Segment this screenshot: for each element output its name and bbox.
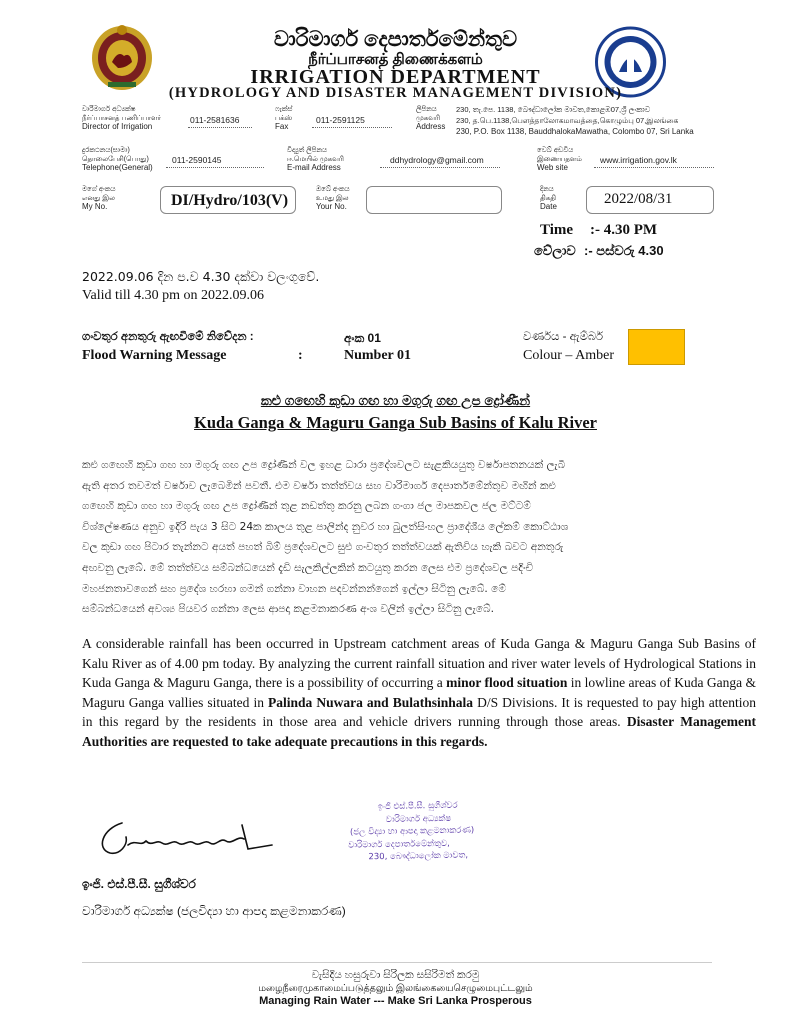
time-value-si: :- පස්වරු 4.30 [584,243,664,258]
fax-value: 011-2591125 [316,115,365,125]
time-label-si: වේලාව [534,243,576,258]
telephone-value: 011-2590145 [172,155,222,165]
your-no-label: ඔබේ අංකය உமது இல Your No. [316,186,350,211]
your-no-box [366,186,502,214]
address-value: 230, තැ.පෙ. 1138, බෞද්ධාලෝක මාවත,කොළඹ07,ශ්‍රී ලංකාව 230, த.பெ.1138,பௌத்தாலோகமாவத்தை,கொழும்பு 07,இலங்கை 230, P.O. Box 1138, BauddhalokaMawatha, Colombo 07, Sri Lanka [456,105,694,136]
signatory-title: වාරිමාර්ග අධ්‍යක්ෂ (ජලවිද්‍යා හා ආපදා කළමනාකරණ) [82,904,346,918]
date-value: 2022/08/31 [604,191,673,207]
email-label: විද්‍යුත් ලිපිනය ஈ.மெயில் முகவரி E-mail Address [287,147,344,172]
signature-icon [92,815,277,860]
subject-si: කළු ගඟෙහි කුඩා ගඟ හා මගුරු ගඟ උප ද්‍රෝණීන් [260,393,531,408]
body-si-line: කළු ගඟෙහි කුඩා ගඟ හා මගුරු ගඟ උප ද්‍රෝණීන් වල ඉහළ ධාරා ප්‍රදේශවලට සැළකියයුතු වර්ෂාපතනයක් ලැබී [82,459,566,471]
warning-label-si: ගංවතුර අනතුරු ඇඟවීමේ නිවේදන : [82,331,254,343]
address-label: ලිපිනය முகவரி Address [416,106,446,131]
time-label-en: Time [540,222,574,238]
body-sinhala [82,455,756,620]
director-label: වාරිමාර්ග අධ්‍යක්ෂ நீர்ப்பாசனத் பணிப்பாளர் Director of Irrigation [82,106,162,131]
my-no-label: මගේ අංකය எனது இல My No. [82,186,116,211]
fax-label: ෆැක්ස් பக்ஸ் Fax [275,106,293,131]
warning-number-si: අංක 01 [344,331,381,345]
colour-label-si: වර්ණය - ඇම්බර් [523,331,604,343]
website-label: වෙබ් අඩවිය இணையதளம் Web site [537,147,582,172]
body-si-line: අඟවනු ලැබේ. මේ තත්ත්වය සම්බන්ධයෙන් දැඩි සැලකිල්ලකින් කටයුතු කරන ලෙස එම ප්‍රදේශවල පදිංචි [82,561,534,574]
footer-ta: மழைநீரைமுகாமைப்படுத்தலும் இலங்கையைசெழுமைபுட்டலும் [258,983,533,994]
validity-si: 2022.09.06 දින ප.ව 4.30 දක්වා වලංගුවේ. [82,269,320,284]
email-value[interactable]: ddhydrology@gmail.com [390,155,484,165]
body-english: A considerable rainfall has been occurred in Upstream catchment areas of Kuda Ganga & Maguru Ganga Sub Basins of Kalu River as of 4.00 pm today. By analyzing the current rainfall situation and river water levels of Hydrological Stations in Kuda Ganga & Maguru Ganga, there is a possibility of occurring a minor flood situation in lowline areas of Kuda Ganga & Maguru Ganga vallies situated in Palinda Nuwara and Bulathsinhala D/S Divisions. It is requested to pay high attention in this regard by the residents in those area and vehicle drivers running through those areas. Disaster Management Authorities are requested to take adequate precautions in this regards. [82,636,756,749]
my-no-value: DI/Hydro/103(V) [171,192,289,209]
warning-label-colon: : [298,348,303,363]
date-label: දිනය திகதி Date [540,186,557,211]
department-title-sinhala: වාරිමාර්ග දෙපාර්තමේන්තුව [273,28,518,51]
time-value-en: :- 4.30 PM [590,222,658,238]
colour-label-en: Colour – Amber [523,348,614,363]
body-si-line: සම්බන්ධයෙන් අවශ්‍ය පියවර ගන්නා ලෙස ආපදා කළමනාකරණ අංශ වලින් ඉල්ලා සිටිනු ලැබේ. [82,603,495,616]
division-title: (HYDROLOGY AND DISASTER MANAGEMENT DIVISION) [168,85,623,101]
warning-number-en: Number 01 [344,348,412,363]
body-si-line: වල කුඩා ගඟ පිටාර තැන්නට අයත් පහත් බිම් ප්‍රදේශවලට සුළු ගංවතුර තත්ත්වයක් ඇතිවිය හැකි බවට අනතුරු [82,541,564,554]
official-stamp: ඉංජි එස්.පී.සී. සුගීශ්වර වාරිමාර්ග අධ්‍යක්ෂ (ජල විද්‍යා හා ආපදා කළමනාකරණ) වාරිමාර්ග දෙපාර්තමේන්තුව, 230, බෞද්ධාලෝක මාවත, [348,800,475,863]
body-si-line: ගඟෙහි කුඩා ගඟ හා මගුරු ගඟ උප ද්‍රෝණීන් තුළ නඩත්තු කරනු ලබන ගංගා ජල මාපකවල ජල මට්ටම් [82,500,531,513]
amber-colour-swatch [628,329,685,365]
body-si-line: ඇති අතර තවමත් වර්ෂාව ලැබෙමින් පවතී. එම වර්ෂා තත්ත්වය සහ වාරිමාර්ග දෙපාර්තමේන්තුව මඟින් කළු [82,479,556,492]
signatory-name: ඉංජි. එස්.පී.සී. සුගීශ්වර [82,877,196,891]
footer-en: Managing Rain Water --- Make Sri Lanka Prosperous [259,995,532,1007]
body-si-line: විශ්ලේෂණය අනුව ඉදිරි පැය 3 සිට 24ක කාලය තුළ පාලින්ද නුවර හා බුලත්සිංහල ප්‍රාදේශීය ලේකම් කොට්ඨාශ [82,520,569,533]
website-value[interactable]: www.irrigation.gov.lk [600,155,677,165]
department-title-english: IRRIGATION DEPARTMENT [250,66,541,88]
body-si-line: මහජනතාවගෙන් සහ ප්‍රදේශ හරහා ගමන් ගන්නා වාහන පදවන්නන්ගෙන් ඉල්ලා සිටිනු ලැබේ. මේ [82,582,506,595]
subject-en: Kuda Ganga & Maguru Ganga Sub Basins of Kalu River [194,413,597,432]
director-phone: 011-2581636 [190,115,240,125]
validity-en: Valid till 4.30 pm on 2022.09.06 [82,288,264,303]
footer-si: වැසිදිය හසුරුවා සිරිලක සසිරිමත් කරමු [311,969,480,981]
department-title-tamil: நீர்ப்பாசனத் திணைக்களம் [308,51,483,68]
telephone-label: දුරකථනය(සාමා) தொலைபேசி(பொது) Telephone(General) [82,147,153,172]
warning-label-en: Flood Warning Message [82,348,227,363]
